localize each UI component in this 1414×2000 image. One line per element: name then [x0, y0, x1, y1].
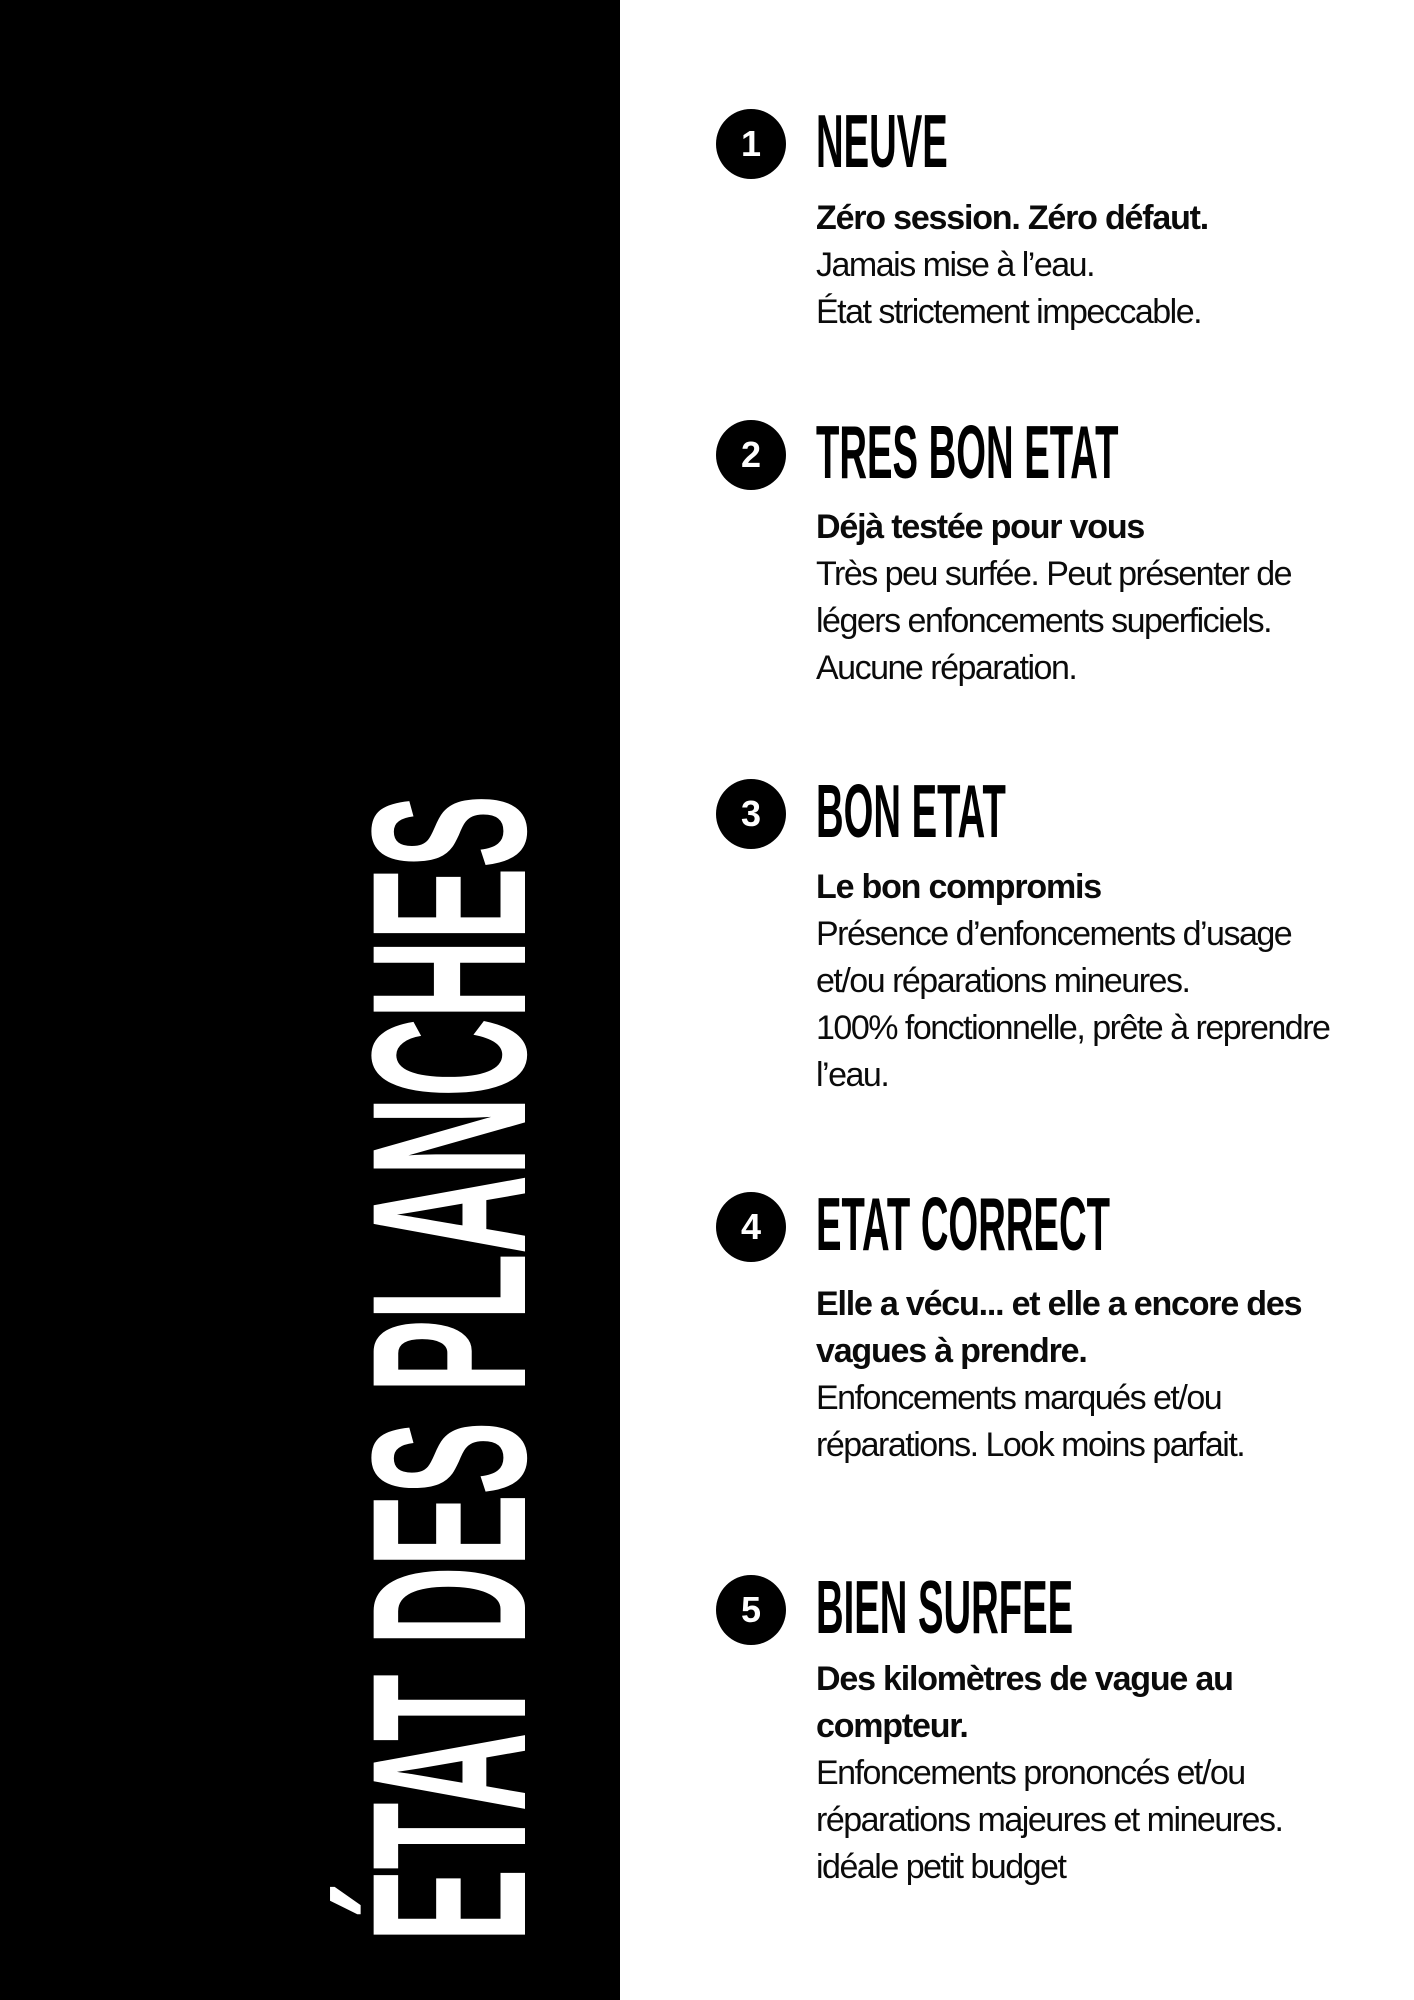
body-line-bold: Zéro session. Zéro défaut.: [816, 199, 1209, 237]
body-line: Aucune réparation.: [816, 649, 1077, 687]
body-line: État strictement impeccable.: [816, 293, 1202, 331]
body-line: idéale petit budget: [816, 1848, 1066, 1886]
section-title: NEUVE: [816, 99, 948, 183]
body-line-bold: compteur.: [816, 1707, 968, 1745]
section-description: [816, 1656, 1396, 1891]
badge-number: 1: [740, 123, 762, 164]
section-description: [816, 195, 1396, 336]
body-line: légers enfoncements superficiels.: [816, 602, 1272, 640]
body-line: réparations. Look moins parfait.: [816, 1426, 1245, 1464]
body-line: Très peu surfée. Peut présenter de: [816, 555, 1292, 593]
body-line: Enfoncements prononcés et/ou: [816, 1754, 1245, 1792]
section-title: BON ETAT: [816, 769, 1006, 853]
badge-number: 2: [740, 434, 762, 475]
body-line-bold: Déjà testée pour vous: [816, 508, 1145, 546]
number-badge: [716, 1575, 786, 1645]
section-title: BIEN SURFEE: [816, 1565, 1074, 1649]
section-title: TRES BON ETAT: [816, 410, 1119, 494]
vertical-page-title: ÉTAT DES PLANCHES: [326, 795, 572, 1942]
section-description: [816, 864, 1396, 1099]
badge-number: 4: [740, 1206, 762, 1247]
body-line: l’eau.: [816, 1056, 889, 1094]
section-description: [816, 1281, 1396, 1469]
body-line: et/ou réparations mineures.: [816, 962, 1190, 1000]
number-badge: [716, 779, 786, 849]
body-line-bold: Des kilomètres de vague au: [816, 1660, 1233, 1698]
section-title: ETAT CORRECT: [816, 1182, 1110, 1266]
black-sidebar: [0, 0, 620, 2000]
number-badge: [716, 109, 786, 179]
body-line-bold: vagues à prendre.: [816, 1332, 1087, 1370]
body-line-bold: Elle a vécu... et elle a encore des: [816, 1285, 1302, 1323]
badge-number: 3: [740, 793, 762, 834]
body-line: 100% fonctionnelle, prête à reprendre: [816, 1009, 1330, 1047]
body-line: Présence d’enfoncements d’usage: [816, 915, 1292, 953]
body-line: Jamais mise à l’eau.: [816, 246, 1095, 284]
body-line: réparations majeures et mineures.: [816, 1801, 1283, 1839]
number-badge: [716, 420, 786, 490]
body-line: Enfoncements marqués et/ou: [816, 1379, 1222, 1417]
badge-number: 5: [740, 1589, 762, 1630]
section-description: [816, 504, 1396, 692]
body-line-bold: Le bon compromis: [816, 868, 1101, 906]
number-badge: [716, 1192, 786, 1262]
